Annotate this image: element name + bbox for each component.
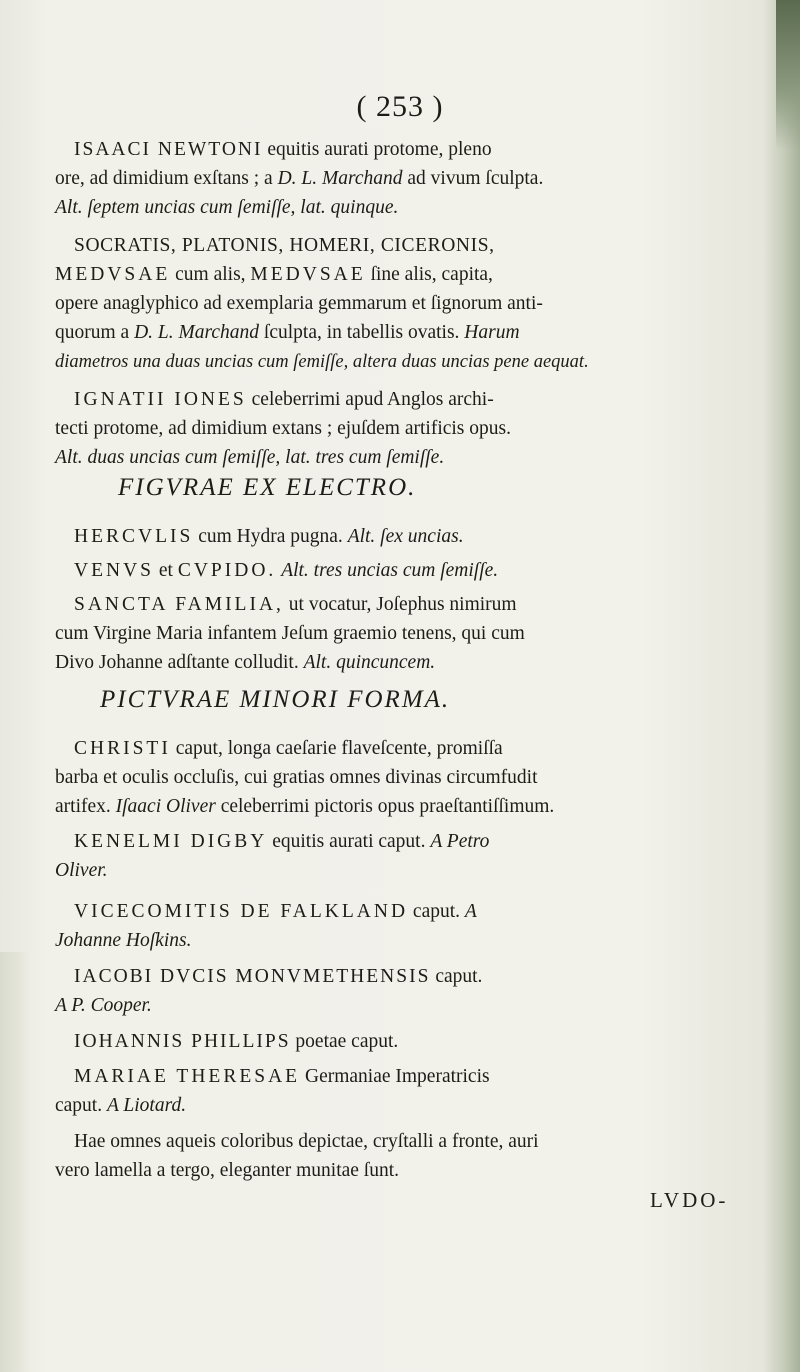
socrates-line-2: MEDVSAE cum alis, MEDVSAE ſine alis, capita, [55,264,493,285]
familia-line-1: SANCTA FAMILIA, ut vocatur, Joſephus nimirum [74,594,517,615]
familia-line-3: Divo Johanne adſtante colludit. Alt. quincuncem. [55,652,436,673]
digby-line-2: Oliver. [55,860,108,881]
closing-line-1: Hae omnes aqueis coloribus depictae, cryſtalli a fronte, auri [74,1131,539,1152]
page-number: ( 253 ) [356,90,444,123]
familia-line-2: cum Virgine Maria infantem Jeſum graemio tenens, qui cum [55,623,525,644]
jones-line-1: IGNATII IONES celeberrimi apud Anglos archi- [74,389,494,410]
iacobi-line-2: A P. Cooper. [55,995,152,1016]
digby-line-1: KENELMI DIGBY equitis aurati caput. A Petro [74,831,490,852]
socrates-line-3: opere anaglyphico ad exemplaria gemmarum et ſignorum anti- [55,293,543,314]
iacobi-line-1: IACOBI DVCIS MONVMETHENSIS caput. [74,966,483,987]
hercules-line: HERCVLIS cum Hydra pugna. Alt. ſex uncias. [74,526,464,547]
page-edge-left-shadow [0,952,30,1372]
mariae-line-1: MARIAE THERESAE Germaniae Imperatricis [74,1066,490,1087]
christi-line-2: barba et oculis occluſis, cui gratias omnes divinas circumfudit [55,767,538,788]
section-heading-minori: PICTVRAE MINORI FORMA. [100,686,451,713]
socrates-line-5: diametros una duas uncias cum ſemiſſe, altera duas uncias pene aequat. [55,352,589,372]
newton-line-3: Alt. ſeptem uncias cum ſemiſſe, lat. quinque. [55,197,399,218]
page-edge-shadow [764,0,800,1372]
socrates-line-1: SOCRATIS, PLATONIS, HOMERI, CICERONIS, [74,235,495,256]
christi-line-1: CHRISTI caput, longa caeſarie flaveſcente, promiſſa [74,738,503,759]
venus-line: VENVS et CVPIDO. Alt. tres uncias cum ſemiſſe. [74,560,499,581]
phillips-line: IOHANNIS PHILLIPS poetae caput. [74,1031,399,1052]
closing-line-2: vero lamella a tergo, eleganter munitae ſunt. [55,1160,400,1181]
page-edge-stain [776,0,800,150]
socrates-line-4: quorum a D. L. Marchand ſculpta, in tabellis ovatis. Harum [55,322,520,343]
falkland-line-1: VICECOMITIS DE FALKLAND caput. A [74,901,477,922]
newton-line-2: ore, ad dimidium exſtans ; a D. L. Marchand ad vivum ſculpta. [55,168,544,189]
mariae-line-2: caput. A Liotard. [55,1095,187,1116]
section-heading-electro: FIGVRAE EX ELECTRO. [118,474,417,501]
jones-line-3: Alt. duas uncias cum ſemiſſe, lat. tres cum ſemiſſe. [55,447,445,468]
christi-line-3: artifex. Iſaaci Oliver celeberrimi pictoris opus praeſtantiſſimum. [55,796,555,817]
catchword: LVDO- [650,1188,729,1212]
newton-line-1: ISAACI NEWTONI equitis aurati protome, pleno [74,139,492,160]
jones-line-2: tecti protome, ad dimidium extans ; ejuſdem artificis opus. [55,418,511,439]
falkland-line-2: Johanne Hoſkins. [55,930,192,951]
